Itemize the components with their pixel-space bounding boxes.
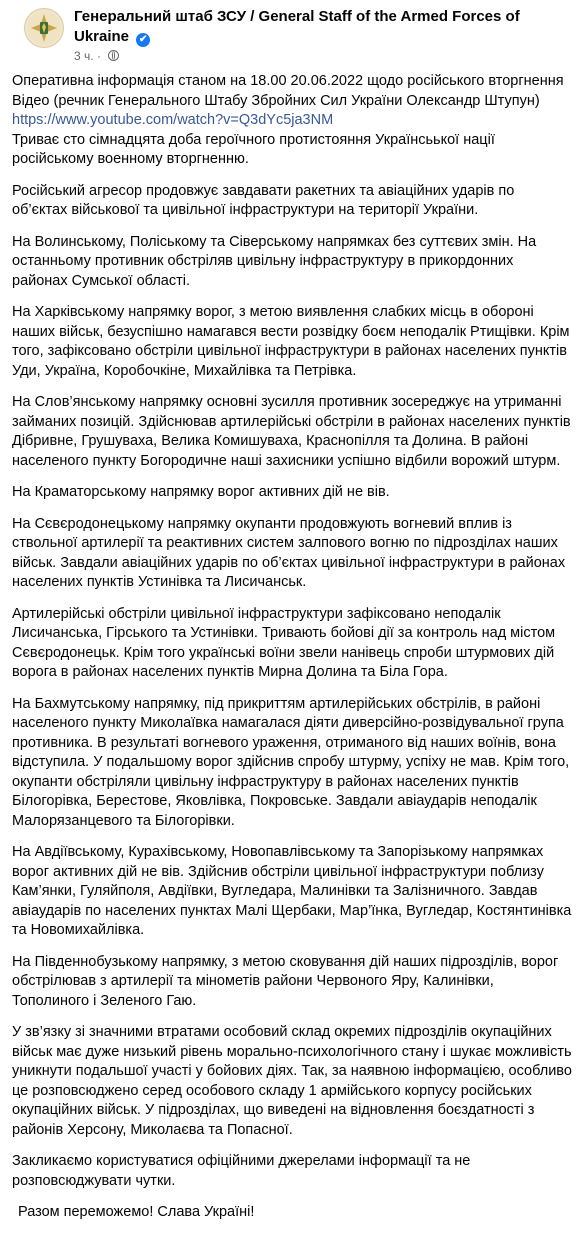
intro-day-count: Триває сто сімнадцята доба героїчного протистояння Українсьької нації російському военному вторгненню. (12, 131, 495, 167)
post-paragraph: У зв’язку зі значними втратами особовий склад окремих підрозділів окупаційних військ має дуже низький рівень морально-психологічного стану і шукає можливість уникнути подальшої участі у бойових діях. Так, за наявною інформацією, особливо це розповсюджено серед особового складу 1 армійського корпусу російських окупаційних військ. У підрозділах, що виведені на відновлення боєздатності з районів Херсону, Миколаєва та Попасної. (12, 1024, 572, 1138)
intro-title: Оперативна інформація станом на 18.00 20.06.2022 щодо російського вторгнення (12, 73, 564, 89)
youtube-link[interactable]: https://www.youtube.com/watch?v=Q3dYc5ja3NM (12, 112, 334, 128)
post-paragraph: На Авдіївському, Курахівському, Новопавлівському та Запорізькому напрямках ворог активних дій не вів. Здійснив обстріли цивільної інфраструктури поблизу Кам’янки, Гуляйполя, Авдіївки, Вугледара, Малинівки та Залізничного. Завдав авіаударів по населених пунктах Малі Щербаки, Мар’їнка, Вугледар, Костянтинівка та Новомихайлівка. (12, 844, 572, 938)
post-body (12, 72, 572, 1235)
verified-badge-icon: ✔ (136, 33, 150, 47)
page-name (74, 7, 562, 47)
post-paragraph: На Краматорському напрямку ворог активних дій не вів. (12, 484, 390, 500)
page-avatar[interactable] (24, 8, 64, 48)
general-staff-emblem-icon (25, 9, 63, 47)
meta-separator: · (96, 49, 101, 63)
post-paragraph: Російський агресор продовжує завдавати ракетних та авіаційних ударів по об’єктах військової та цивільної інфраструктури на території України. (12, 182, 515, 218)
post-paragraph: На Південнобузькому напрямку, з метою сковування дій наших підрозділів, ворог обстрілював з артилерії та мінометів райони Червоного Яру, Калинівки, Тополиного і Зеленого Гаю. (12, 953, 559, 1009)
post-paragraph: На Бахмутському напрямку, під прикриттям артилерійських обстрілів, в районі населеного пункту Миколаївка намагалася діяти диверсійно-розвідувальної група противника. В результаті вогневого ураження, отриманого від наших воїнів, вона відступила. У подальшому ворог здійснив спробу штурму, успіху не мав. Крім того, окупанти обстріляли цивільну інфраструктуру в районах населених пунктів Білогорівка, Берестове, Яковлівка, Покровське. Завдали авіаударів неподалік Малорязанцевого та Білогорівки. (12, 695, 570, 829)
post-paragraph: На Сєвєродонецькому напрямку окупанти продовжують вогневий вплив із ствольної артилерії та реактивних систем залпового вогню по підрозділах наших військ. Завдали авіаційних ударів по об’єктах цивільної інфраструктури в районах населених пунктів Устинівка та Лисичанськ. (12, 515, 566, 590)
post-meta (74, 48, 119, 64)
page-name-link[interactable]: Генеральний штаб ЗСУ / General Staff of the Armed Forces of Ukraine (74, 8, 520, 45)
post-paragraph: На Слов’янському напрямку основні зусилля противник зосереджує на утриманні займаних позицій. Здійснював артилерійські обстріли в районах населених пунктів Дібривне, Грушуваха, Велика Комишуваха, Краснопілля та Долина. В районі населеного пункту Богородичне наші захисники успішно відбили ворожий штурм. (12, 394, 571, 469)
post-paragraph: Артилерійські обстріли цивільної інфраструктури зафіксовано неподалік Лисичанська, Гірського та Устинівки. Тривають бойові дії за контроль над містом Сєвєродонецьк. Крім того українські воїни звели нанівець спроби штурмових дій ворога в районах населених пунктів Мирна Долина та Біла Гора. (12, 605, 556, 680)
post-intro (12, 72, 572, 170)
intro-video-credit: Відео (речник Генерального Штабу Збройних Сил України Олександр Штупун) (12, 92, 540, 109)
post-timestamp[interactable]: 3 ч. (74, 49, 94, 63)
post-paragraph: Закликаємо користуватися офіційними джерелами інформації та не розповсюджувати чутки. (12, 1153, 471, 1189)
post-closing: Разом переможемо! Слава Україні! (18, 1204, 255, 1220)
post-paragraph: На Харківському напрямку ворог, з метою виявлення слабких місць в обороні наших військ, безуспішно намагався вести розвідку боєм неподалік Ртищівки. Крім того, зафіксовано обстріли цивільної інфраструктури в районах населених пунктів Уди, Україна, Коробочкіне, Михайлівка та Петрівка. (12, 304, 570, 379)
post-paragraph: На Волинському, Поліському та Сіверському напрямках без суттєвих змін. На останньому противник обстріляв цивільну інфраструктуру в прикордонних районах Сумської області. (12, 233, 537, 289)
globe-icon[interactable] (108, 50, 119, 61)
post-header (12, 0, 570, 70)
